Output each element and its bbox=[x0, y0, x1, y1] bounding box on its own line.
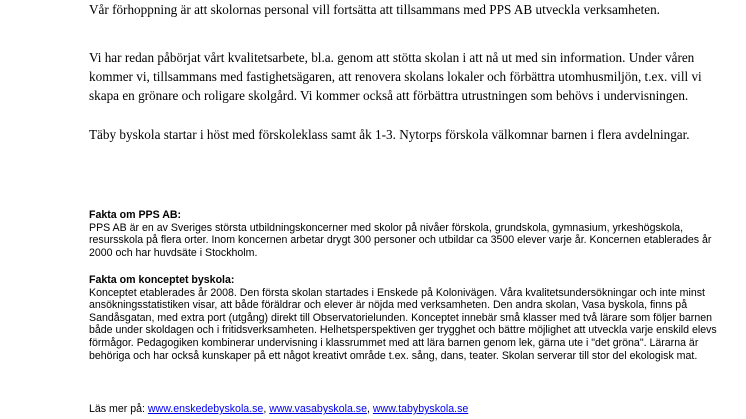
link-vasabyskola[interactable]: www.vasabyskola.se bbox=[269, 403, 367, 415]
fakta-byskola-section bbox=[89, 274, 729, 362]
link-tabybyskola[interactable]: www.tabybyskola.se bbox=[372, 403, 469, 415]
read-more-line bbox=[89, 403, 729, 416]
fakta-byskola-body: Konceptet etablerades år 2008. Den första skolan startades i Enskede på Kolonivägen. Våra kvalitetsundersökningar och inte minst ansökningsstatistiken visar, att både föräldrar och elever är nöjda med verksamheten. Den andra skolan, Vasa byskola, finns på Sandåsgatan, med extra port (utgång) direkt till Observatorielunden. Konceptet innebär små klasser med två lärare som följer barnen både under skoldagen och i fritidsverksamheten. Helhetsperspektiven ger trygghet och bättre möjlighet att utveckla varje enskild elevs förmågor. Pedagogiken kombinerar undervisning i klassrummet med att lära barnen genom lek, gärna ute i "det gröna". Lärarna är behöriga och har också kunskaper på ett något kreativt område t.ex. sång, dans, teater. Skolan serverar till stor del ekologisk mat. bbox=[89, 286, 717, 362]
fakta-byskola-heading: Fakta om konceptet byskola: bbox=[89, 274, 235, 286]
fakta-pps-body: PPS AB är en av Sveriges största utbildningskoncerner med skolor på nivåer förskola, grundskola, gymnasium, yrkeshögskola, resursskola på flera orter. Inom koncernen arbetar drygt 300 personer och utbildar ca 3500 elever varje år. Koncernen etablerades år 2000 och har huvdsäte i Stockholm. bbox=[89, 221, 712, 259]
link-separator: , bbox=[263, 403, 267, 415]
link-separator: , bbox=[366, 403, 370, 415]
read-more-label: Läs mer på: bbox=[89, 403, 145, 415]
paragraph-start: Täby byskola startar i höst med förskoleklass samt åk 1-3. Nytorps förskola välkomnar barnen i flera avdelningar. bbox=[89, 127, 690, 142]
link-enskedebyskola[interactable]: www.enskedebyskola.se bbox=[147, 403, 264, 415]
paragraph-personal: Vår förhoppning är att skolornas personal vill fortsätta att tillsammans med PPS AB utveckla verksamheten. bbox=[89, 2, 660, 17]
fakta-pps-section bbox=[89, 209, 729, 259]
fakta-pps-heading: Fakta om PPS AB: bbox=[89, 209, 182, 221]
paragraph-kvalitetsarbete: Vi har redan påbörjat vårt kvalitetsarbete, bl.a. genom att stötta skolan i att nå ut med sin information. Under våren kommer vi, tillsammans med fastighetsägaren, att renovera skolans lokaler och förbättra utomhusmiljön, t.ex. vill vi skapa en grönare och roligare skolgård. Vi kommer också att förbättra utrustningen som behövs i undervisningen. bbox=[89, 50, 702, 103]
